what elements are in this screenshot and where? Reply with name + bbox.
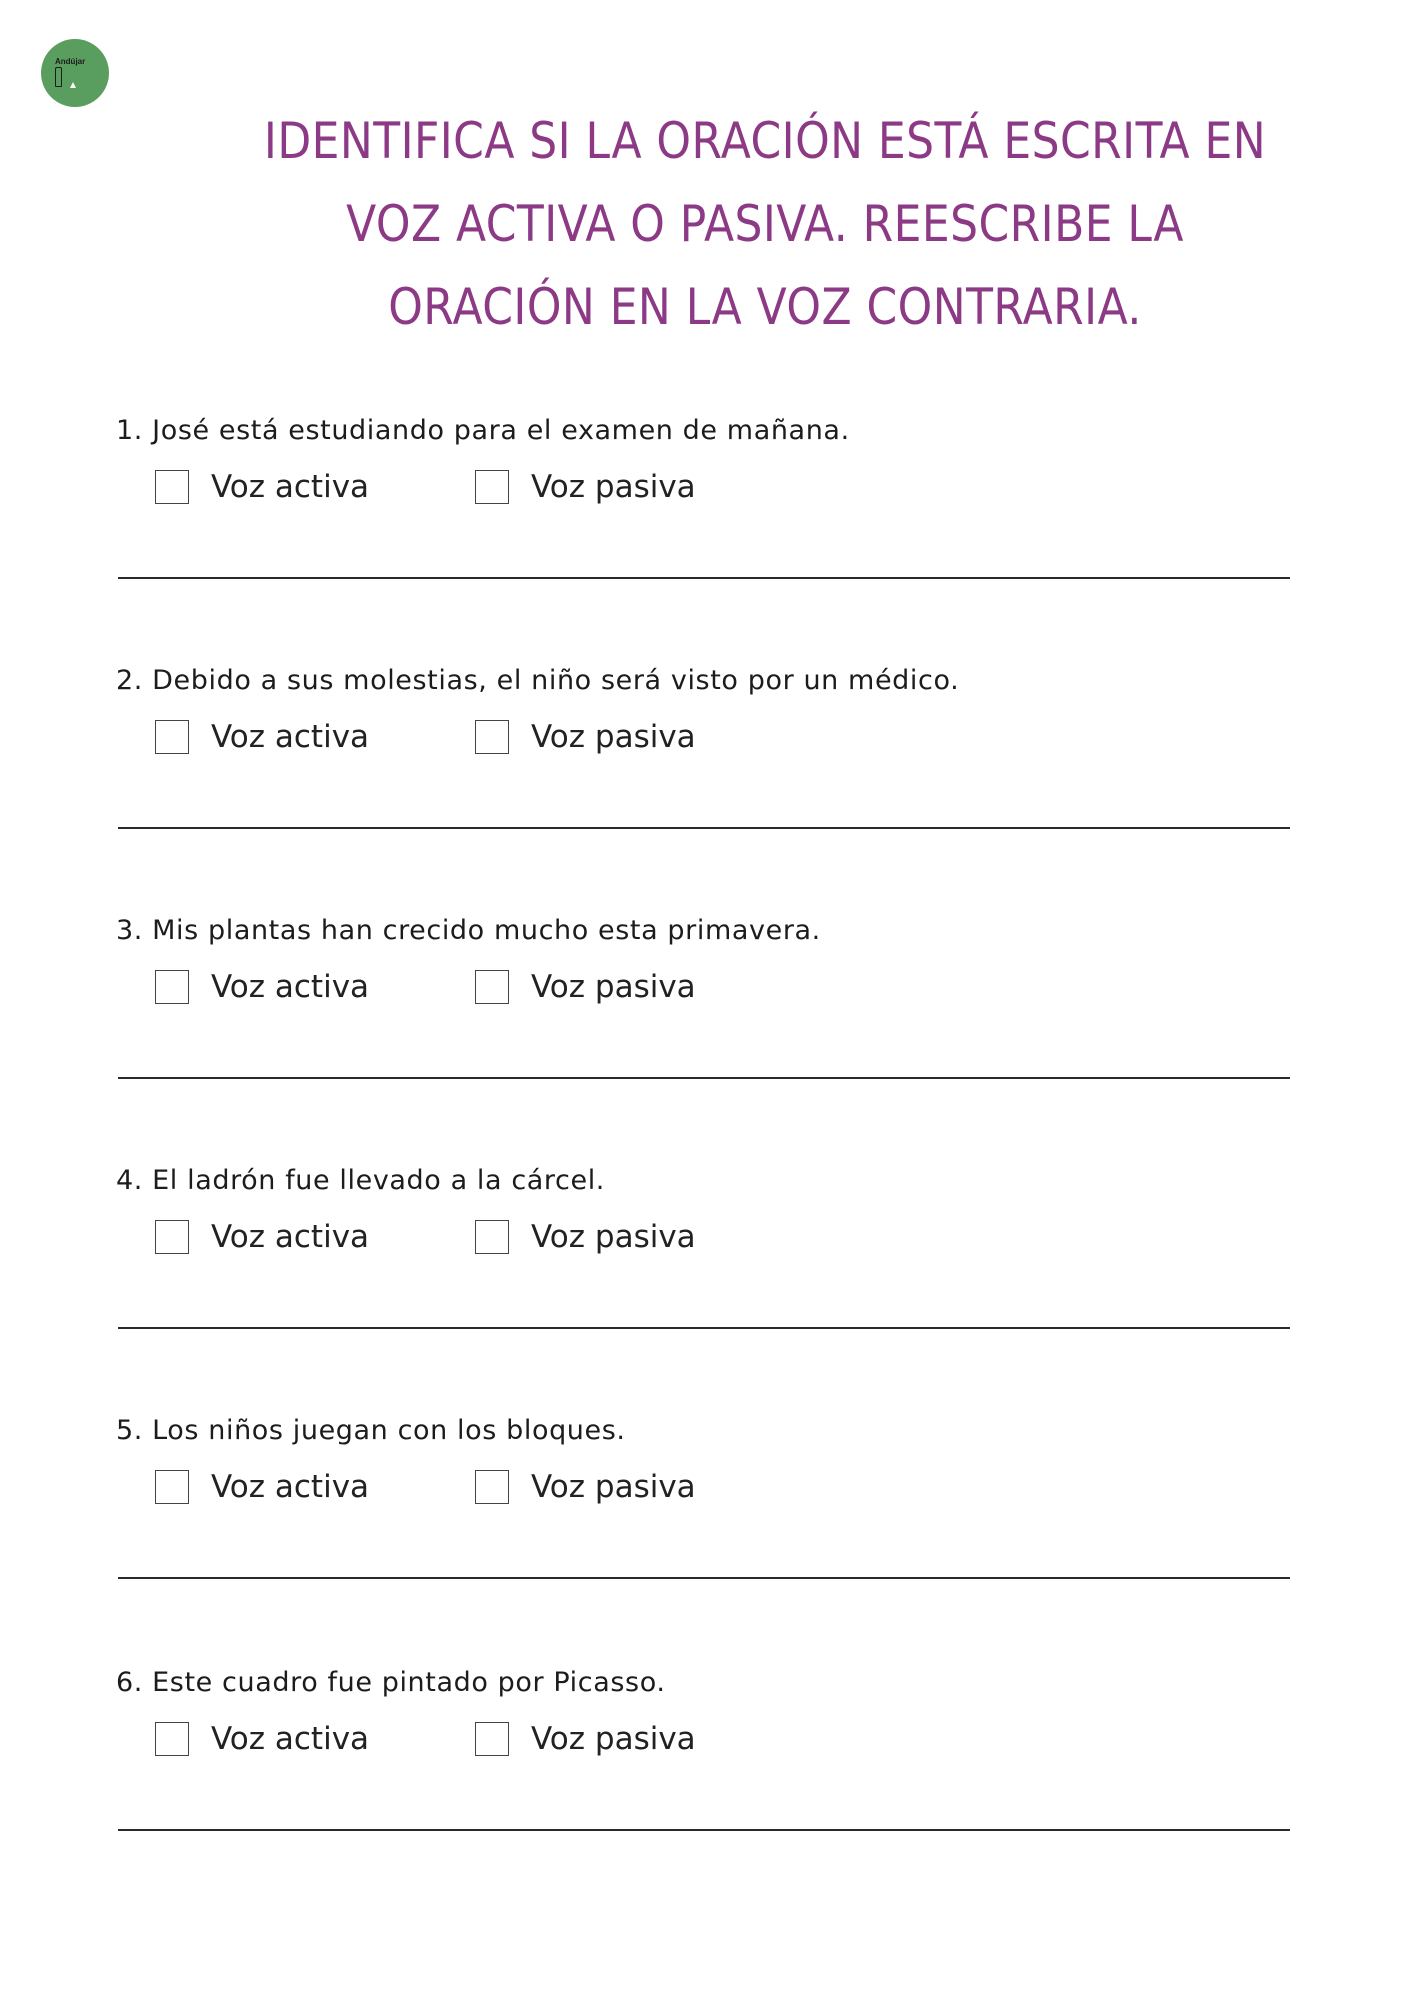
checkbox-voz-activa[interactable] bbox=[155, 720, 189, 754]
logo bbox=[41, 39, 109, 107]
option-voz-activa[interactable] bbox=[155, 1721, 369, 1757]
option-voz-pasiva[interactable] bbox=[475, 1469, 696, 1505]
question-text: 3. Mis plantas han crecido mucho esta primavera. bbox=[116, 915, 821, 946]
option-label: Voz pasiva bbox=[531, 719, 696, 755]
option-voz-pasiva[interactable] bbox=[475, 1219, 696, 1255]
option-voz-activa[interactable] bbox=[155, 969, 369, 1005]
option-label: Voz activa bbox=[211, 469, 370, 505]
question-text: 5. Los niños juegan con los bloques. bbox=[116, 1415, 626, 1446]
checkbox-voz-pasiva[interactable] bbox=[475, 720, 509, 754]
option-voz-activa[interactable] bbox=[155, 1219, 369, 1255]
option-voz-pasiva[interactable] bbox=[475, 969, 696, 1005]
option-label: Voz pasiva bbox=[531, 1469, 696, 1505]
option-voz-pasiva[interactable] bbox=[475, 1721, 696, 1757]
answer-line[interactable] bbox=[118, 1829, 1290, 1831]
checkbox-voz-pasiva[interactable] bbox=[475, 1470, 509, 1504]
checkbox-voz-activa[interactable] bbox=[155, 1220, 189, 1254]
option-label: Voz pasiva bbox=[531, 969, 696, 1005]
question-text: 1. José está estudiando para el examen de mañana. bbox=[116, 415, 850, 446]
answer-line[interactable] bbox=[118, 1077, 1290, 1079]
option-label: Voz activa bbox=[211, 1469, 370, 1505]
logo-text: Andújar bbox=[55, 57, 86, 66]
option-voz-activa[interactable] bbox=[155, 1469, 369, 1505]
question-text: 6. Este cuadro fue pintado por Picasso. bbox=[116, 1667, 666, 1698]
page-title: IDENTIFICA SI LA ORACIÓN ESTÁ ESCRITA EN VOZ ACTIVA O PASIVA. REESCRIBE LA ORACIÓN EN LA VOZ CONTRARIA. bbox=[263, 112, 1267, 336]
answer-line[interactable] bbox=[118, 577, 1290, 579]
checkbox-voz-activa[interactable] bbox=[155, 970, 189, 1004]
option-label: Voz activa bbox=[211, 1219, 370, 1255]
checkbox-voz-pasiva[interactable] bbox=[475, 970, 509, 1004]
checkbox-voz-pasiva[interactable] bbox=[475, 1220, 509, 1254]
answer-line[interactable] bbox=[118, 1577, 1290, 1579]
answer-line[interactable] bbox=[118, 827, 1290, 829]
checkbox-voz-activa[interactable] bbox=[155, 1470, 189, 1504]
question-text: 2. Debido a sus molestias, el niño será visto por un médico. bbox=[116, 665, 960, 696]
option-label: Voz activa bbox=[211, 719, 370, 755]
option-voz-pasiva[interactable] bbox=[475, 469, 696, 505]
checkbox-voz-pasiva[interactable] bbox=[475, 470, 509, 504]
option-voz-pasiva[interactable] bbox=[475, 719, 696, 755]
option-label: Voz activa bbox=[211, 1721, 370, 1757]
answer-line[interactable] bbox=[118, 1327, 1290, 1329]
pencil-icon bbox=[55, 67, 62, 87]
option-voz-activa[interactable] bbox=[155, 469, 369, 505]
checkbox-voz-pasiva[interactable] bbox=[475, 1722, 509, 1756]
option-label: Voz pasiva bbox=[531, 1219, 696, 1255]
checkbox-voz-activa[interactable] bbox=[155, 470, 189, 504]
question-text: 4. El ladrón fue llevado a la cárcel. bbox=[116, 1165, 605, 1196]
option-label: Voz pasiva bbox=[531, 469, 696, 505]
option-label: Voz pasiva bbox=[531, 1721, 696, 1757]
checkbox-voz-activa[interactable] bbox=[155, 1722, 189, 1756]
option-voz-activa[interactable] bbox=[155, 719, 369, 755]
option-label: Voz activa bbox=[211, 969, 370, 1005]
